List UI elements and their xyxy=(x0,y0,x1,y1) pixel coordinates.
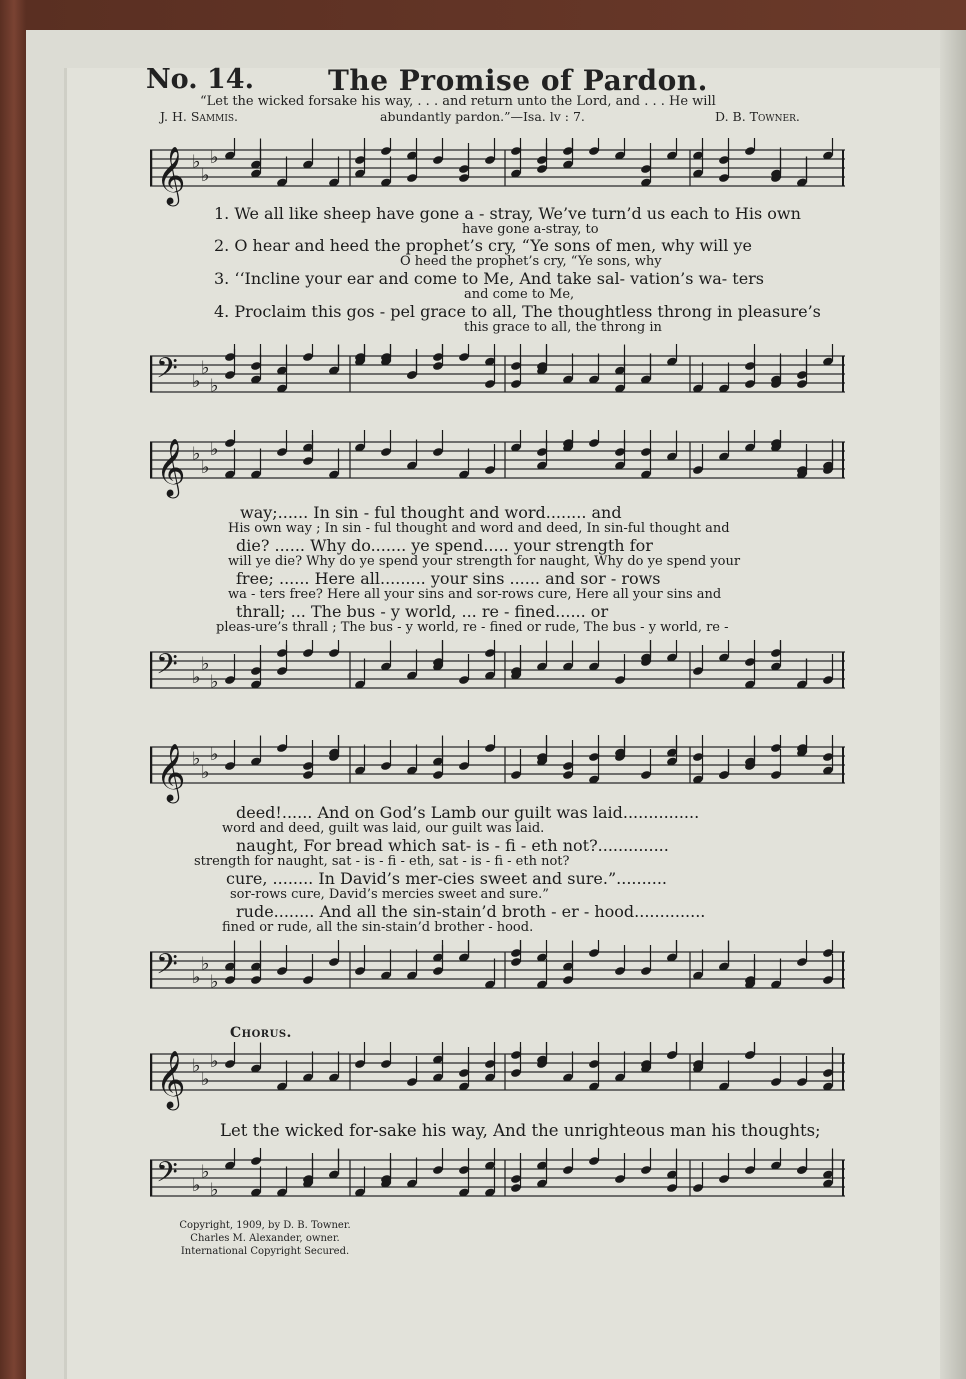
svg-text:♭: ♭ xyxy=(210,1051,219,1072)
system-2-treble xyxy=(150,430,845,500)
verse-1-echo-b: His own way ; In sin - ful thought and word and deed, In sin-ful thought and xyxy=(228,521,730,536)
bass-staff-chorus xyxy=(150,1148,845,1218)
verse-2-line-b: die? ...... Why do....... ye spend..... your strength for xyxy=(236,536,653,555)
verse-3-line-c: cure, ........ In David’s mer-cies sweet and sure.”.......... xyxy=(226,869,668,888)
verse-1-line-a: 1. We all like sheep have gone a - stray, We’ve turn’d us each to His own xyxy=(214,204,801,223)
svg-text:♭: ♭ xyxy=(201,762,210,783)
system-3-bass xyxy=(150,940,845,1020)
svg-text:𝄞: 𝄞 xyxy=(156,1050,186,1108)
svg-text:𝄢: 𝄢 xyxy=(156,1156,178,1196)
svg-text:♭: ♭ xyxy=(192,748,201,770)
svg-text:♭: ♭ xyxy=(201,953,210,975)
svg-text:♭: ♭ xyxy=(192,371,201,392)
treble-staff-2 xyxy=(150,430,845,500)
system-1-bass xyxy=(150,344,845,424)
epigraph: “Let the wicked forsake his way, . . . and return unto the Lord, and . . . He will xyxy=(200,94,716,109)
verse-4-line-a: 4. Proclaim this gos - pel grace to all, The thoughtless throng in pleasure’s xyxy=(214,302,821,321)
verse-3-echo-c: sor-rows cure, David’s mercies sweet and sure.” xyxy=(230,887,549,902)
svg-text:♭: ♭ xyxy=(192,667,201,688)
verse-4-echo-b: pleas-ure’s thrall ; The bus - y world, re - fined or rude, The bus - y world, re - xyxy=(216,620,729,635)
verse-4-line-c: rude........ And all the sin-stain’d broth - er - hood.............. xyxy=(236,902,706,921)
svg-text:♭: ♭ xyxy=(192,151,201,173)
svg-text:♭: ♭ xyxy=(201,1069,210,1090)
system-3-treble xyxy=(150,735,845,805)
chorus-label: Chorus. xyxy=(230,1025,292,1041)
verse-1-line-b: way;...... In sin - ful thought and word........ and xyxy=(240,503,622,522)
svg-text:♭: ♭ xyxy=(210,439,219,460)
bass-staff-3 xyxy=(150,940,845,1020)
svg-text:♭: ♭ xyxy=(210,1179,219,1201)
treble-staff-chorus xyxy=(150,1042,845,1112)
verse-3-echo-a: and come to Me, xyxy=(464,287,575,302)
epigraph-reference: abundantly pardon.”—Isa. lv : 7. xyxy=(380,109,585,124)
verse-4-line-b: thrall; ... The bus - y world, ... re - fined...... or xyxy=(236,602,609,621)
verse-4-echo-c: fined or rude, all the sin-stain’d brother - hood. xyxy=(222,920,534,935)
verse-1-line-c: deed!...... And on God’s Lamb our guilt was laid............... xyxy=(236,803,700,822)
verse-1-echo-c: word and deed, guilt was laid, our guilt was laid. xyxy=(222,821,545,836)
treble-staff-1 xyxy=(150,138,845,208)
author: J. H. Sammis. xyxy=(160,109,239,124)
svg-text:♭: ♭ xyxy=(201,457,210,478)
svg-text:♭: ♭ xyxy=(210,375,219,397)
verse-2-echo-b: will ye die? Why do ye spend your strength for naught, Why do ye spend your xyxy=(228,554,741,569)
verse-4-echo-a: this grace to all, the throng in xyxy=(464,320,662,335)
verse-3-line-a: 3. ‘‘Incline your ear and come to Me, And take sal- vation’s wa- ters xyxy=(214,269,765,288)
system-2-bass xyxy=(150,640,845,720)
chorus-treble xyxy=(150,1042,845,1112)
copyright-notice xyxy=(160,1219,370,1258)
chorus-lyric: Let the wicked for-sake his way, And the unrighteous man his thoughts; xyxy=(220,1121,821,1140)
copyright-line-1: Copyright, 1909, by D. B. Towner. xyxy=(179,1220,351,1231)
copyright-line-2: Charles M. Alexander, owner. xyxy=(190,1233,340,1244)
system-1-treble xyxy=(150,138,845,208)
verse-1-echo-a: have gone a-stray, to xyxy=(462,222,599,237)
page-gutter xyxy=(940,30,966,1379)
treble-staff-3 xyxy=(150,735,845,805)
svg-text:𝄞: 𝄞 xyxy=(156,438,186,496)
svg-text:𝄢: 𝄢 xyxy=(156,948,178,988)
svg-text:♭: ♭ xyxy=(201,1161,210,1183)
svg-text:♭: ♭ xyxy=(210,971,219,993)
bass-staff-1 xyxy=(150,344,845,424)
hymn-number: No. 14. xyxy=(146,64,254,95)
svg-text:♭: ♭ xyxy=(192,443,201,465)
svg-text:𝄞: 𝄞 xyxy=(156,743,186,801)
chorus-bass xyxy=(150,1148,845,1218)
svg-text:♭: ♭ xyxy=(210,744,219,765)
verse-3-line-b: free; ...... Here all......... your sins ...... and sor - rows xyxy=(236,569,661,588)
copyright-line-3: International Copyright Secured. xyxy=(180,1246,350,1257)
svg-text:♭: ♭ xyxy=(210,147,219,168)
verse-2-line-c: naught, For bread which sat- is - fi - eth not?.............. xyxy=(236,836,669,855)
svg-text:♭: ♭ xyxy=(201,165,210,186)
svg-text:𝄢: 𝄢 xyxy=(156,648,178,688)
svg-text:𝄞: 𝄞 xyxy=(156,146,186,204)
svg-text:♭: ♭ xyxy=(192,1055,201,1077)
verse-2-echo-c: strength for naught, sat - is - fi - eth, sat - is - fi - eth not? xyxy=(194,854,570,869)
hymn-title: The Promise of Pardon. xyxy=(328,64,708,97)
composer: D. B. Towner. xyxy=(715,109,800,124)
svg-text:♭: ♭ xyxy=(210,671,219,693)
verse-3-echo-b: wa - ters free? Here all your sins and sor-rows cure, Here all your sins and xyxy=(228,587,722,602)
bass-staff-2 xyxy=(150,640,845,720)
svg-text:♭: ♭ xyxy=(192,967,201,988)
svg-text:♭: ♭ xyxy=(201,653,210,675)
svg-text:♭: ♭ xyxy=(201,357,210,379)
svg-text:𝄢: 𝄢 xyxy=(156,352,178,392)
svg-text:♭: ♭ xyxy=(192,1175,201,1196)
verse-2-line-a: 2. O hear and heed the prophet’s cry, “Ye sons of men, why will ye xyxy=(214,236,752,255)
verse-2-echo-a: O heed the prophet’s cry, “Ye sons, why xyxy=(400,254,662,269)
